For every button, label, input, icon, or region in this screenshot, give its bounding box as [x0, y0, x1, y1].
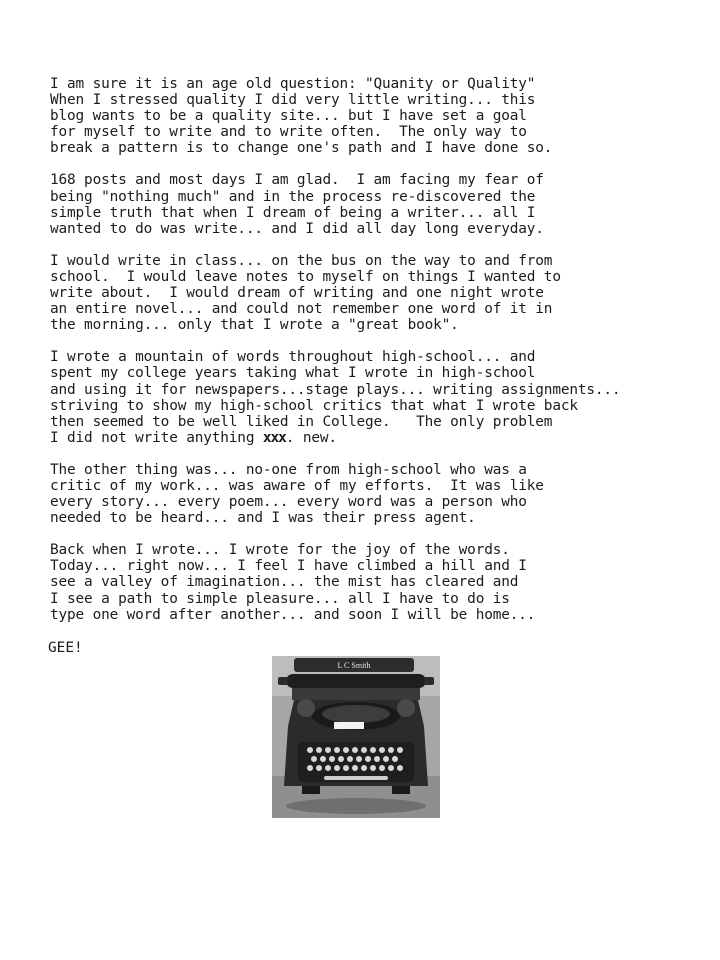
- text-line: needed to be heard... and I was their press agent.: [50, 510, 476, 527]
- text-line: I would write in class... on the bus on the way to and from: [50, 252, 553, 269]
- text-line: every story... every poem... every word was a person who: [50, 494, 527, 511]
- text-line: spent my college years taking what I wrote in high-school: [50, 365, 536, 382]
- text-line: break a pattern is to change one's path and I have done so.: [50, 140, 553, 157]
- text-line: striving to show my high-school critics that what I wrote back: [50, 397, 578, 414]
- signoff: GEE!: [48, 640, 83, 656]
- paragraph-6: [50, 542, 710, 622]
- typed-text: [50, 76, 710, 639]
- paragraph-1: [50, 76, 710, 156]
- text-line: Back when I wrote... I wrote for the joy of the words.: [50, 542, 510, 559]
- text-line: simple truth that when I dream of being a writer... all I: [50, 204, 536, 221]
- text-fragment: I did not write anything: [50, 429, 263, 446]
- text-line: and using it for newspapers...stage plays... writing assignments...: [50, 381, 621, 398]
- text-line: type one word after another... and soon I will be home...: [50, 606, 536, 623]
- text-fragment: . new.: [285, 429, 337, 446]
- text-line: an entire novel... and could not remember one word of it in: [50, 301, 553, 318]
- text-line-with-strikeover: [50, 430, 710, 446]
- text-line: blog wants to be a quality site... but I have set a goal: [50, 108, 527, 125]
- text-line: then seemed to be well liked in College. The only problem: [50, 413, 553, 430]
- paragraph-2: [50, 172, 710, 236]
- text-line: wanted to do was write... and I did all day long everyday.: [50, 220, 544, 237]
- text-line: I wrote a mountain of words throughout high-school... and: [50, 349, 536, 366]
- paragraph-4: [50, 349, 710, 446]
- text-line: write about. I would dream of writing and one night wrote: [50, 285, 544, 302]
- text-line: Today... right now... I feel I have climbed a hill and I: [50, 558, 527, 575]
- text-line: see a valley of imagination... the mist has cleared and: [50, 574, 519, 591]
- paragraph-5: [50, 462, 710, 526]
- paragraph-3: [50, 253, 710, 333]
- text-line: being "nothing much" and in the process re-discovered the: [50, 188, 536, 205]
- text-line: When I stressed quality I did very little writing... this: [50, 92, 536, 109]
- text-line: the morning... only that I wrote a "great book".: [50, 317, 459, 334]
- typewriter-photo: [272, 656, 440, 818]
- text-line: I am sure it is an age old question: "Quanity or Quality": [50, 76, 536, 92]
- text-line: The other thing was... no-one from high-school who was a: [50, 461, 527, 478]
- text-line: for myself to write and to write often. The only way to: [50, 124, 527, 141]
- text-line: school. I would leave notes to myself on things I wanted to: [50, 268, 561, 285]
- text-line: I see a path to simple pleasure... all I have to do is: [50, 590, 510, 607]
- typewriter-icon: [272, 656, 440, 818]
- struck-over-text: xxx: [262, 429, 286, 446]
- text-line: critic of my work... was aware of my efforts. It was like: [50, 477, 544, 494]
- brand-label: L C Smith: [337, 661, 371, 670]
- text-line: 168 posts and most days I am glad. I am facing my fear of: [50, 172, 544, 189]
